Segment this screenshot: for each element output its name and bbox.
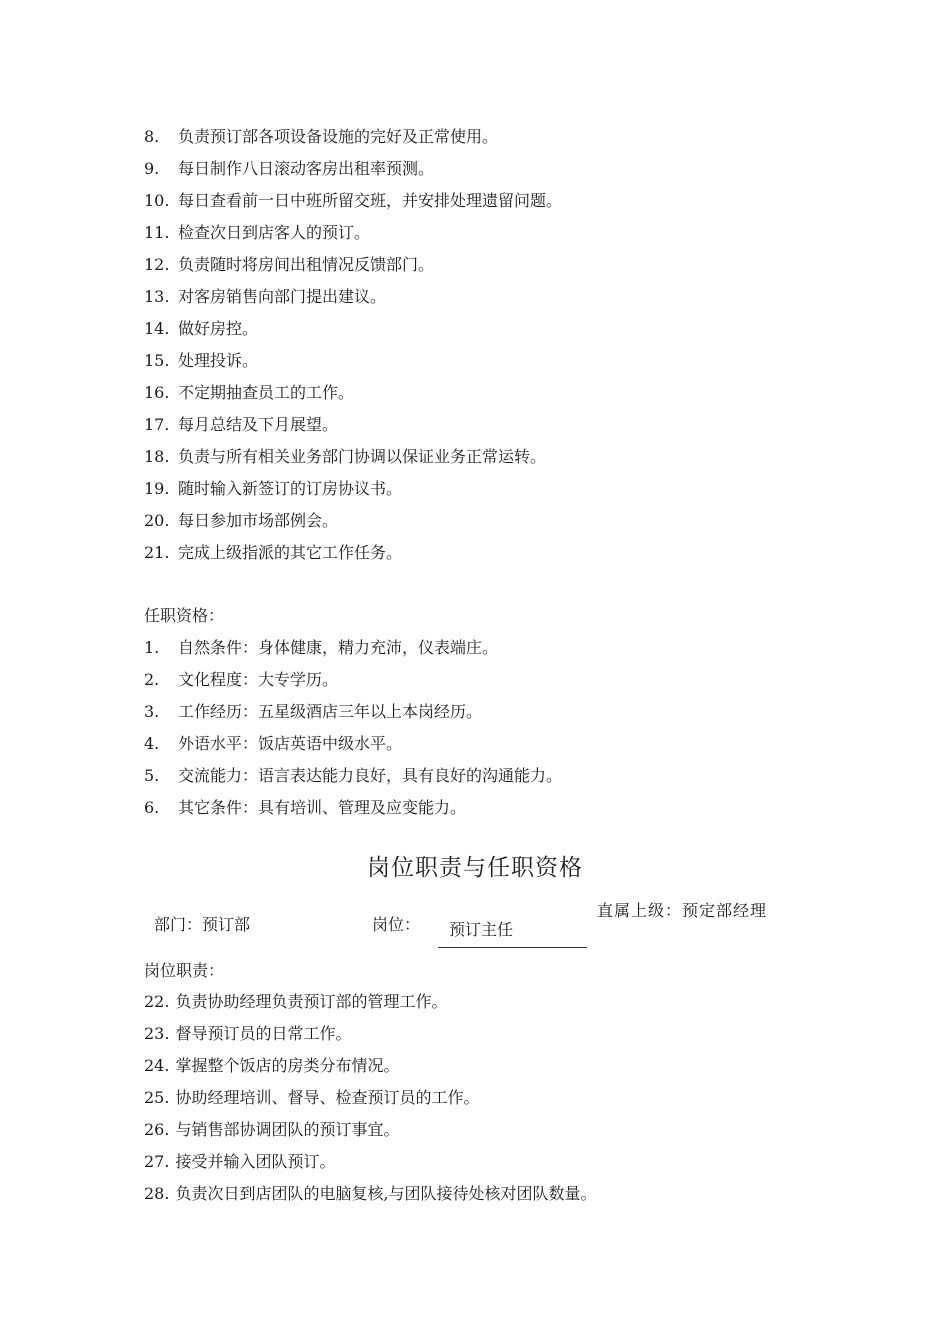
item-number: 14.: [144, 319, 170, 338]
list-item: [144, 153, 562, 185]
item-text: 做好房控。: [178, 319, 259, 338]
item-number: 12.: [144, 255, 170, 274]
list-item: [144, 441, 562, 473]
list-item: [144, 664, 562, 696]
list-item: [144, 760, 562, 792]
item-number: 3.: [144, 702, 160, 721]
item-text: 随时输入新签订的订房协议书。: [178, 479, 403, 498]
item-number: 20.: [144, 511, 170, 530]
item-text: 不定期抽查员工的工作。: [178, 383, 355, 402]
item-text: 对客房销售向部门提出建议。: [178, 287, 387, 306]
item-number: 1.: [144, 638, 160, 657]
item-text: 其它条件：具有培训、管理及应变能力。: [178, 798, 467, 817]
item-number: 2.: [144, 670, 160, 689]
list-item: [144, 728, 562, 760]
item-number: 26.: [144, 1120, 170, 1139]
item-number: 25.: [144, 1088, 170, 1107]
item-text: 督导预订员的日常工作。: [175, 1024, 352, 1043]
list-item: [144, 249, 562, 281]
item-number: 5.: [144, 766, 160, 785]
list-item: [144, 1178, 597, 1210]
item-number: 15.: [144, 351, 170, 370]
list-item: [144, 281, 562, 313]
list-item: [144, 632, 562, 664]
item-text: 交流能力：语言表达能力良好，具有良好的沟通能力。: [178, 766, 563, 785]
item-number: 21.: [144, 543, 170, 562]
item-text: 每日制作八日滚动客房出租率预测。: [178, 159, 435, 178]
item-number: 11.: [144, 223, 170, 242]
item-text: 外语水平：饭店英语中级水平。: [178, 734, 403, 753]
item-text: 完成上级指派的其它工作任务。: [178, 543, 403, 562]
item-text: 检查次日到店客人的预订。: [178, 223, 371, 242]
item-number: 17.: [144, 415, 170, 434]
list-item: [144, 537, 562, 569]
item-text: 工作经历：五星级酒店三年以上本岗经历。: [178, 702, 483, 721]
item-number: 27.: [144, 1152, 170, 1171]
item-text: 负责随时将房间出租情况反馈部门。: [178, 255, 435, 274]
item-text: 每月总结及下月展望。: [178, 415, 339, 434]
item-number: 9.: [144, 159, 160, 178]
item-text: 接受并输入团队预订。: [175, 1152, 336, 1171]
list-item: [144, 1146, 597, 1178]
section-title: 岗位职责与任职资格: [367, 855, 583, 881]
list-item: [144, 505, 562, 537]
qualifications-list: [144, 632, 562, 824]
item-number: 22.: [144, 992, 170, 1011]
item-number: 23.: [144, 1024, 170, 1043]
item-text: 负责次日到店团队的电脑复核,与团队接待处核对团队数量。: [175, 1184, 597, 1203]
list-item: [144, 1018, 597, 1050]
department-field: 部门：预订部: [154, 915, 251, 934]
item-text: 每日查看前一日中班所留交班，并安排处理遗留问题。: [178, 191, 563, 210]
list-item: [144, 409, 562, 441]
list-item: [144, 345, 562, 377]
position-label: 岗位：: [372, 915, 421, 934]
list-item: [144, 696, 562, 728]
qualifications-label: 任职资格：: [144, 606, 225, 625]
list-item: [144, 217, 562, 249]
item-number: 4.: [144, 734, 160, 753]
item-number: 13.: [144, 287, 170, 306]
item-text: 与销售部协调团队的预订事宜。: [175, 1120, 400, 1139]
duties-list-part1: [144, 121, 562, 569]
list-item: [144, 1050, 597, 1082]
superior-field: 直属上级：预定部经理: [597, 901, 768, 920]
item-number: 24.: [144, 1056, 170, 1075]
item-number: 16.: [144, 383, 170, 402]
list-item: [144, 1082, 597, 1114]
item-text: 负责预订部各项设备设施的完好及正常使用。: [178, 127, 499, 146]
item-text: 负责协助经理负责预订部的管理工作。: [175, 992, 448, 1011]
list-item: [144, 121, 562, 153]
item-number: 10.: [144, 191, 170, 210]
item-text: 负责与所有相关业务部门协调以保证业务正常运转。: [178, 447, 547, 466]
item-text: 掌握整个饭店的房类分布情况。: [175, 1056, 400, 1075]
item-number: 18.: [144, 447, 170, 466]
item-text: 处理投诉。: [178, 351, 259, 370]
duties-label: 岗位职责：: [144, 961, 225, 980]
item-number: 19.: [144, 479, 170, 498]
item-text: 协助经理培训、督导、检查预订员的工作。: [175, 1088, 480, 1107]
list-item: [144, 185, 562, 217]
list-item: [144, 1114, 597, 1146]
duties-list-part2: [144, 986, 597, 1210]
item-text: 文化程度：大专学历。: [178, 670, 339, 689]
list-item: [144, 986, 597, 1018]
list-item: [144, 313, 562, 345]
item-text: 自然条件：身体健康，精力充沛，仪表端庄。: [178, 638, 499, 657]
list-item: [144, 792, 562, 824]
list-item: [144, 377, 562, 409]
item-text: 每日参加市场部例会。: [178, 511, 339, 530]
item-number: 6.: [144, 798, 160, 817]
item-number: 28.: [144, 1184, 170, 1203]
position-value: 预订主任: [449, 920, 514, 939]
list-item: [144, 473, 562, 505]
item-number: 8.: [144, 127, 160, 146]
